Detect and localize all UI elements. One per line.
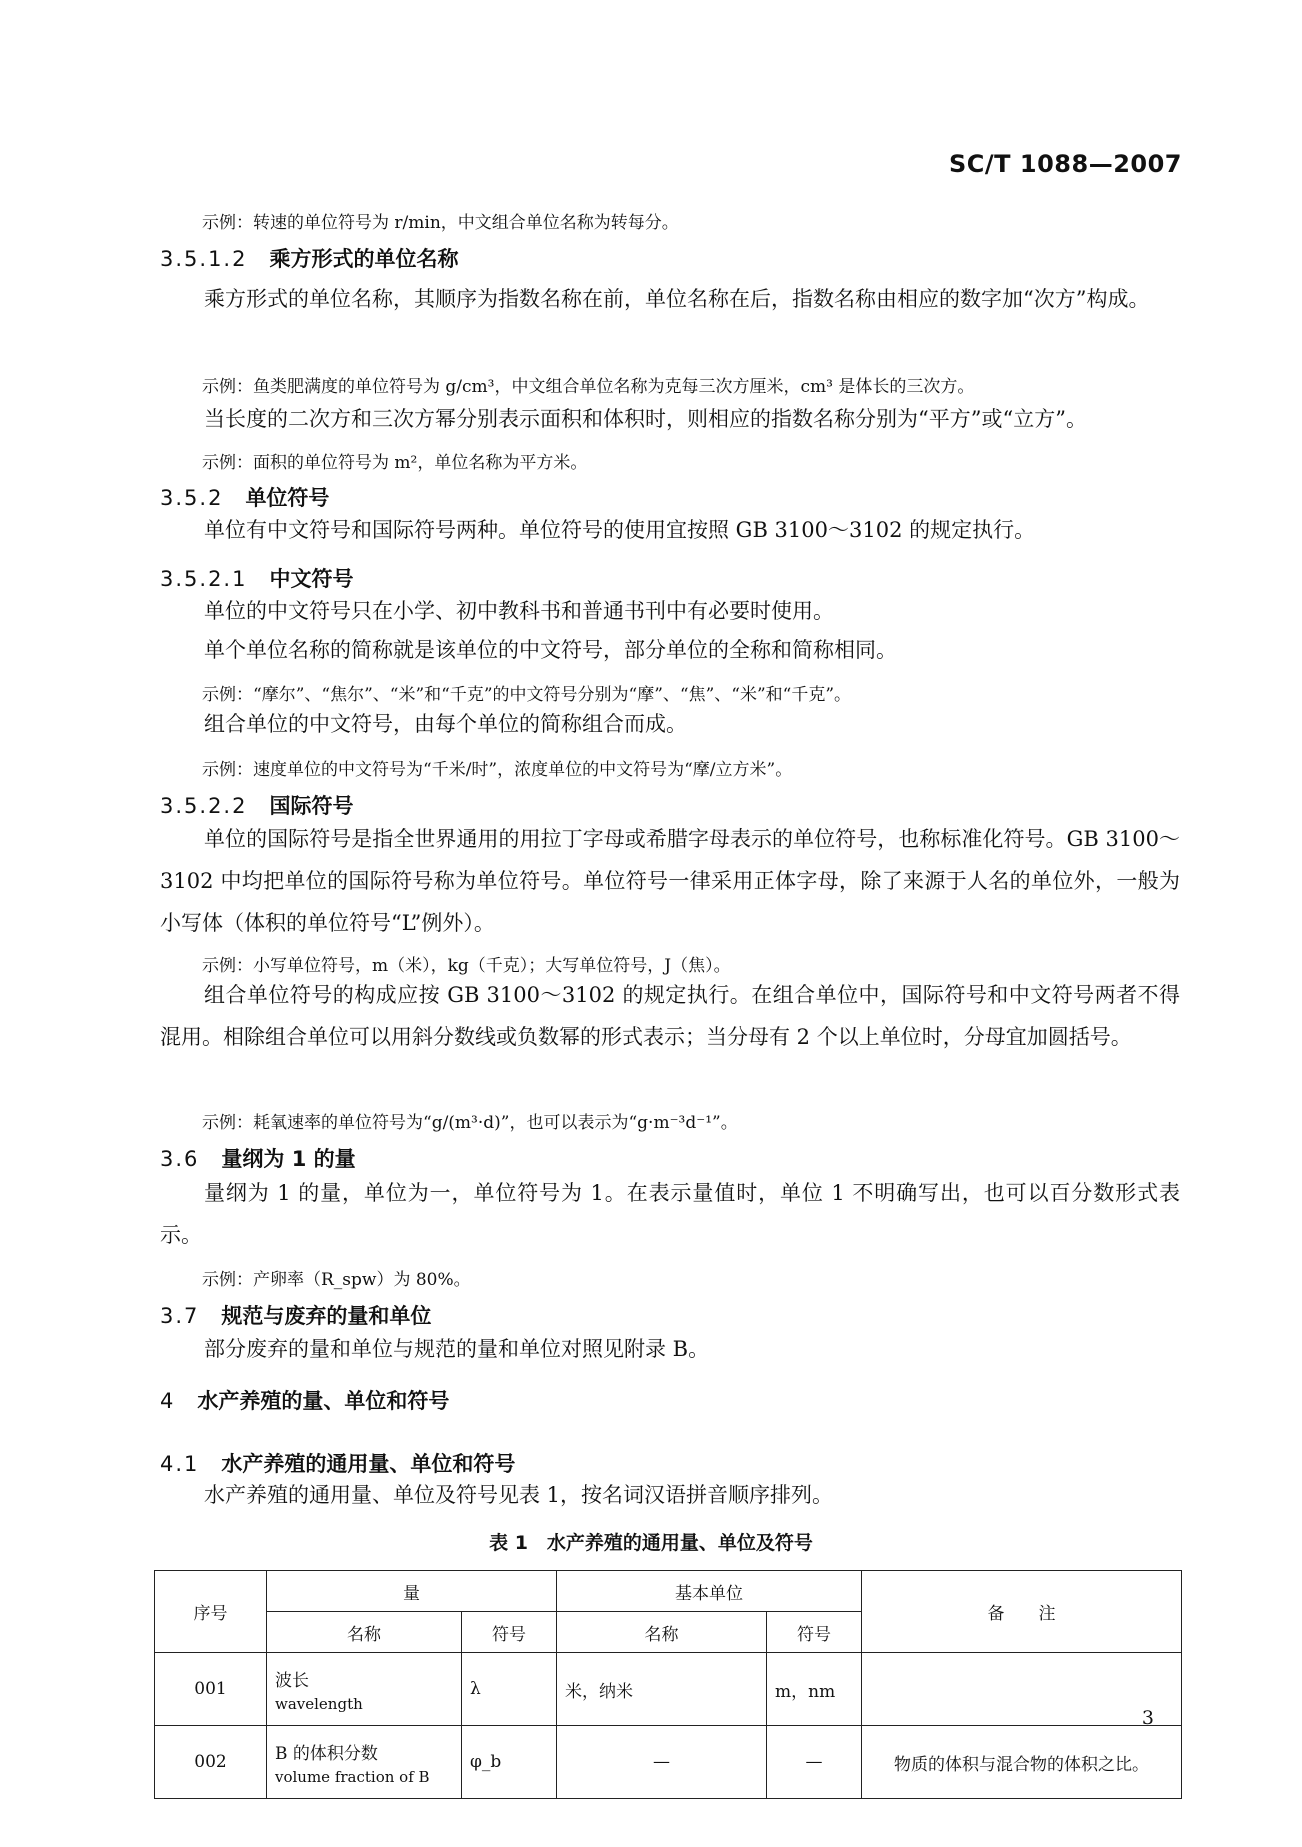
cell-name	[267, 1726, 462, 1799]
section-heading	[160, 790, 353, 820]
example-text: 示例：耗氧速率的单位符号为“g/(m³·d)”，也可以表示为“g·m⁻³d⁻¹”。	[202, 1113, 738, 1133]
cell-unit-symbol: m，nm	[767, 1653, 862, 1726]
section-heading	[160, 1385, 449, 1415]
header-unit-name: 名称	[557, 1612, 767, 1653]
section-number: 3.5.2.1	[160, 567, 248, 591]
paragraph: 乘方形式的单位名称，其顺序为指数名称在前，单位名称在后，指数名称由相应的数字加“次方”构成。	[204, 287, 1150, 311]
table-caption: 表 1 水产养殖的通用量、单位及符号	[489, 1532, 813, 1554]
section-heading	[160, 243, 458, 273]
section-heading	[160, 482, 329, 512]
example-text: 示例：“摩尔”、“焦尔”、“米”和“千克”的中文符号分别为“摩”、“焦”、“米”和“千克”。	[202, 685, 852, 705]
section-number: 3.6	[160, 1147, 200, 1171]
section-number: 4.1	[160, 1452, 200, 1476]
cell-seq: 002	[155, 1726, 267, 1799]
paragraph: 组合单位符号的构成应按 GB 3100～3102 的规定执行。在组合单位中，国际符号和中文符号两者不得混用。相除组合单位可以用斜分数线或负数幂的形式表示；当分母有 2 个以上单位时，分母宜加圆括号。	[160, 983, 1180, 1049]
cell-unit-name: —	[557, 1726, 767, 1799]
section-title: 水产养殖的通用量、单位和符号	[221, 1452, 516, 1476]
section-number: 4	[160, 1389, 176, 1413]
example-text: 示例：面积的单位符号为 m²，单位名称为平方米。	[202, 453, 588, 473]
header-seq: 序号	[155, 1571, 267, 1653]
header-quantity-name: 名称	[267, 1612, 462, 1653]
cell-seq: 001	[155, 1653, 267, 1726]
header-quantity-symbol: 符号	[462, 1612, 557, 1653]
units-table	[154, 1570, 1182, 1799]
section-title: 单位符号	[245, 486, 330, 510]
section-heading	[160, 563, 353, 593]
name-cn: B 的体积分数	[275, 1743, 378, 1764]
name-cn: 波长	[275, 1670, 309, 1691]
example-text: 示例：小写单位符号，m（米），kg（千克）；大写单位符号，J（焦）。	[202, 956, 731, 976]
cell-unit-name: 米，纳米	[557, 1653, 767, 1726]
table-row	[155, 1726, 1182, 1799]
cell-remark: 物质的体积与混合物的体积之比。	[862, 1726, 1182, 1799]
section-title: 量纲为 1 的量	[221, 1147, 356, 1171]
section-number: 3.5.1.2	[160, 247, 248, 271]
section-title: 乘方形式的单位名称	[269, 247, 459, 271]
paragraph: 组合单位的中文符号，由每个单位的简称组合而成。	[204, 712, 687, 736]
paragraph: 单位的中文符号只在小学、初中教科书和普通书刊中有必要时使用。	[204, 599, 834, 623]
document-id: SC/T 1088—2007	[949, 150, 1182, 178]
paragraph: 单位的国际符号是指全世界通用的用拉丁字母或希腊字母表示的单位符号，也称标准化符号。GB 3100～3102 中均把单位的国际符号称为单位符号。单位符号一律采用正体字母，除了来源于人名的单位外，一般为小写体（体积的单位符号“L”例外）。	[160, 827, 1180, 935]
name-en: wavelength	[275, 1694, 363, 1713]
page-number: 3	[1141, 1707, 1154, 1729]
table-header-row	[155, 1571, 1182, 1612]
section-title: 国际符号	[269, 794, 354, 818]
name-en: volume fraction of B	[275, 1767, 430, 1786]
paragraph: 量纲为 1 的量，单位为一，单位符号为 1。在表示量值时，单位 1 不明确写出，也可以百分数形式表示。	[160, 1181, 1180, 1247]
header-remark: 备 注	[862, 1571, 1182, 1653]
paragraph: 单位有中文符号和国际符号两种。单位符号的使用宜按照 GB 3100～3102 的规定执行。	[204, 518, 1036, 542]
example-text: 示例：速度单位的中文符号为“千米/时”，浓度单位的中文符号为“摩/立方米”。	[202, 760, 793, 780]
header-quantity: 量	[267, 1571, 557, 1612]
paragraph: 部分废弃的量和单位与规范的量和单位对照见附录 B。	[204, 1337, 710, 1361]
cell-name	[267, 1653, 462, 1726]
section-heading	[160, 1143, 356, 1173]
example-text: 示例：转速的单位符号为 r/min，中文组合单位名称为转每分。	[202, 213, 679, 233]
section-heading	[160, 1300, 431, 1330]
section-title: 规范与废弃的量和单位	[221, 1304, 432, 1328]
example-text: 示例：鱼类肥满度的单位符号为 g/cm³，中文组合单位名称为克每三次方厘米，cm³ 是体长的三次方。	[202, 377, 975, 397]
cell-symbol: φ_b	[462, 1726, 557, 1799]
section-number: 3.5.2	[160, 486, 224, 510]
cell-unit-symbol: —	[767, 1726, 862, 1799]
paragraph: 当长度的二次方和三次方幂分别表示面积和体积时，则相应的指数名称分别为“平方”或“立方”。	[204, 407, 1087, 431]
section-title: 中文符号	[269, 567, 354, 591]
example-text: 示例：产卵率（R_spw）为 80%。	[202, 1270, 471, 1290]
section-number: 3.5.2.2	[160, 794, 248, 818]
paragraph: 单个单位名称的简称就是该单位的中文符号，部分单位的全称和简称相同。	[204, 638, 897, 662]
table-row	[155, 1653, 1182, 1726]
paragraph: 水产养殖的通用量、单位及符号见表 1，按名词汉语拼音顺序排列。	[204, 1483, 834, 1507]
section-number: 3.7	[160, 1304, 200, 1328]
cell-remark	[862, 1653, 1182, 1726]
header-unit-symbol: 符号	[767, 1612, 862, 1653]
cell-symbol: λ	[462, 1653, 557, 1726]
section-title: 水产养殖的量、单位和符号	[197, 1389, 450, 1413]
header-base-unit: 基本单位	[557, 1571, 862, 1612]
